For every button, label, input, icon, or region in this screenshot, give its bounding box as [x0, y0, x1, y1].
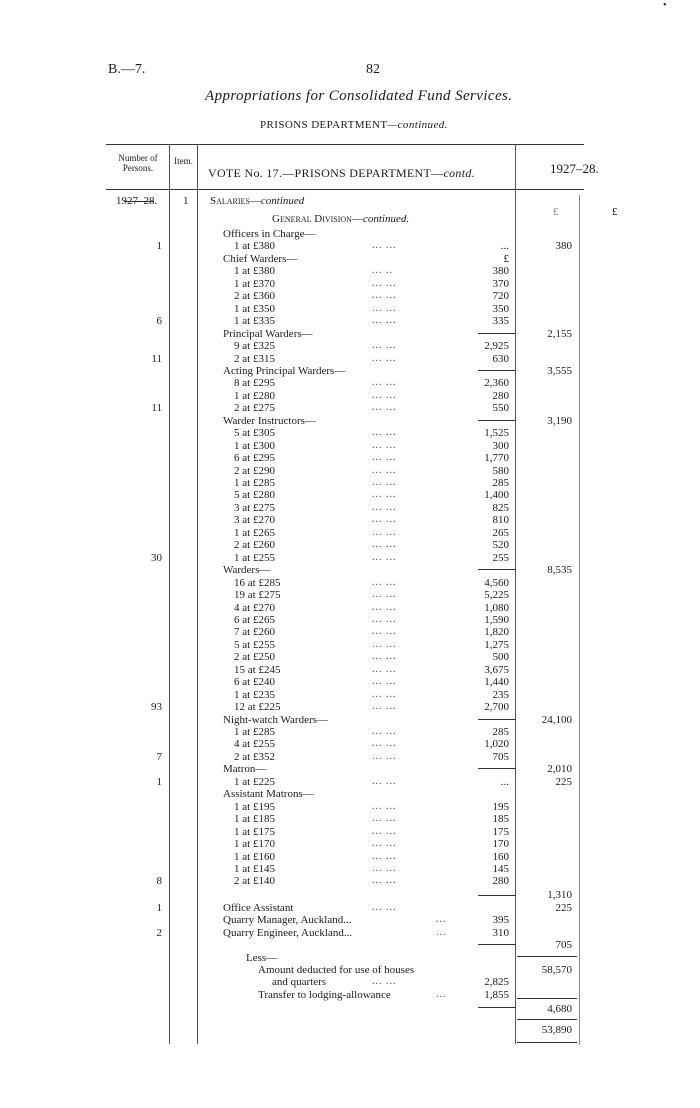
row-dots: ... ... — [372, 502, 397, 513]
stray-mark: • — [663, 0, 667, 11]
row-amount: 285 — [492, 477, 509, 489]
total-quarry: 705 — [555, 939, 572, 951]
row-amount: £ — [503, 253, 509, 265]
row-dots: ... ... — [372, 290, 397, 301]
row-dots: ... ... — [372, 539, 397, 550]
row-amount: 175 — [492, 826, 509, 838]
row-amount: 500 — [492, 651, 509, 663]
department-name: PRISONS DEPARTMENT — [260, 119, 388, 131]
row-label: 5 at £305 — [234, 427, 275, 439]
row-dots: ... ... — [372, 676, 397, 687]
row-total: 2,010 — [547, 763, 572, 775]
quarry-manager-dots: ... — [436, 914, 447, 925]
less-top-rule — [517, 998, 577, 999]
row-label: 1 at £370 — [234, 278, 275, 290]
row-amount: 300 — [492, 440, 509, 452]
row-label: 1 at £160 — [234, 851, 275, 863]
department-suffix: —continued. — [387, 119, 448, 131]
row-label: Principal Warders— — [223, 328, 313, 340]
row-label: Chief Warders— — [223, 253, 298, 265]
row-label: 12 at £225 — [234, 701, 281, 713]
row-amount: 350 — [492, 303, 509, 315]
row-dots: ... ... — [372, 390, 397, 401]
row-label: 15 at £245 — [234, 664, 281, 676]
deduction-houses-label-2: and quarters — [272, 976, 327, 988]
row-amount: 705 — [492, 751, 509, 763]
row-dots: ... ... — [372, 738, 397, 749]
row-amount: 810 — [492, 514, 509, 526]
row-label: 6 at £240 — [234, 676, 275, 688]
row-dots: ... ... — [372, 838, 397, 849]
row-dots: ... ... — [372, 353, 397, 364]
row-amount: 580 — [492, 465, 509, 477]
row-amount: 5,225 — [484, 589, 509, 601]
row-dots: ... ... — [372, 626, 397, 637]
row-amount: 380 — [492, 265, 509, 277]
row-label: 1 at £235 — [234, 689, 275, 701]
row-label: 2 at £315 — [234, 353, 275, 365]
page-title: Appropriations for Consolidated Fund Services. — [205, 88, 513, 104]
row-total: 8,535 — [547, 564, 572, 576]
row-persons: 30 — [151, 552, 162, 564]
row-dots: ... ... — [372, 377, 397, 388]
gross-total: 58,570 — [541, 964, 572, 976]
row-dots: ... ... — [372, 664, 397, 675]
row-label: 1 at £185 — [234, 813, 275, 825]
row-label: Officers in Charge— — [223, 228, 316, 240]
row-amount: 825 — [492, 502, 509, 514]
row-label: Warders— — [223, 564, 271, 576]
year-row-label: 1927–28. — [116, 195, 158, 207]
row-dots: ... ... — [372, 440, 397, 451]
row-label: 1 at £280 — [234, 390, 275, 402]
row-amount: 1,275 — [484, 639, 509, 651]
row-dots: ... ... — [372, 813, 397, 824]
less-label: Less— — [246, 952, 278, 964]
row-dots: ... ... — [372, 514, 397, 525]
office-assistant-dots: ... ... — [372, 902, 397, 913]
row-amount: 235 — [492, 689, 509, 701]
row-dots: ... ... — [372, 614, 397, 625]
row-label: 1 at £350 — [234, 303, 275, 315]
less-total: 4,680 — [547, 1003, 572, 1015]
row-amount: 1,820 — [484, 626, 509, 638]
row-dots: ... ... — [372, 552, 397, 563]
row-amount: 3,675 — [484, 664, 509, 676]
row-label: 1 at £255 — [234, 552, 275, 564]
net-bottom-rule — [517, 1042, 577, 1043]
row-amount: 160 — [492, 851, 509, 863]
row-persons: 6 — [156, 315, 162, 327]
row-label: 6 at £295 — [234, 452, 275, 464]
salaries-suffix: continued — [260, 195, 305, 207]
vote-title — [208, 166, 475, 181]
row-label: 19 at £275 — [234, 589, 281, 601]
row-label: 2 at £352 — [234, 751, 275, 763]
row-persons: 11 — [151, 353, 162, 365]
row-label: 1 at £175 — [234, 826, 275, 838]
deduction-rule — [478, 1007, 515, 1008]
item-number: 1 — [183, 195, 189, 207]
division-heading — [272, 213, 409, 225]
persons-quarry: 2 — [156, 927, 162, 939]
row-label: 1 at £300 — [234, 440, 275, 452]
row-dots: ... ... — [372, 527, 397, 538]
subtotal-rule-matrons — [478, 895, 515, 896]
row-label: 1 at £170 — [234, 838, 275, 850]
row-label: 9 at £325 — [234, 340, 275, 352]
vote-title-text: VOTE No. 17.—PRISONS DEPARTMENT— — [208, 166, 444, 180]
row-total: 380 — [555, 240, 572, 252]
row-amount: 195 — [492, 801, 509, 813]
row-amount: 1,590 — [484, 614, 509, 626]
row-total: 3,555 — [547, 365, 572, 377]
row-amount: 2,925 — [484, 340, 509, 352]
subtotal-rule-quarry — [478, 944, 515, 945]
row-amount: 1,400 — [484, 489, 509, 501]
subtotal-rule — [478, 333, 515, 334]
amount-quarry-engineer: 310 — [492, 927, 509, 939]
row-label: 2 at £275 — [234, 402, 275, 414]
row-amount: 1,525 — [484, 427, 509, 439]
quarry-manager-label: Quarry Manager, Auckland... — [223, 914, 352, 926]
row-label: 6 at £265 — [234, 614, 275, 626]
row-dots: ... ... — [372, 801, 397, 812]
salaries-label: Salaries— — [210, 195, 261, 207]
row-persons: 11 — [151, 402, 162, 414]
row-label: 4 at £270 — [234, 602, 275, 614]
net-top-rule — [517, 1019, 577, 1020]
header-bottom-rule — [106, 189, 584, 190]
deduction-lodging-dots: ... — [436, 989, 447, 1000]
row-label: 2 at £250 — [234, 651, 275, 663]
total-office-assistant: 225 — [555, 902, 572, 914]
col-header-item: Item. — [174, 156, 193, 166]
row-total: 2,155 — [547, 328, 572, 340]
row-label: 1 at £225 — [234, 776, 275, 788]
col-rule-2 — [197, 144, 198, 1044]
row-persons: 8 — [156, 875, 162, 887]
document-reference: B.—7. — [108, 62, 146, 77]
row-dots: ... ... — [372, 465, 397, 476]
vote-title-suffix: contd. — [443, 166, 475, 180]
row-label: 1 at £380 — [234, 240, 275, 252]
row-amount: 720 — [492, 290, 509, 302]
row-label: Acting Principal Warders— — [223, 365, 346, 377]
row-label: 2 at £290 — [234, 465, 275, 477]
row-label: 1 at £265 — [234, 527, 275, 539]
row-label: Warder Instructors— — [223, 415, 316, 427]
row-dots: ... ... — [372, 315, 397, 326]
subtotal-rule — [478, 768, 515, 769]
row-amount: ... — [500, 240, 509, 252]
row-label: 1 at £195 — [234, 801, 275, 813]
row-amount: 630 — [492, 353, 509, 365]
division-label: General Division— — [272, 213, 363, 225]
row-label: 7 at £260 — [234, 626, 275, 638]
row-dots: ... ... — [372, 875, 397, 886]
pound-sign-2: £ — [612, 206, 618, 218]
row-dots: ... ... — [372, 751, 397, 762]
row-amount: 145 — [492, 863, 509, 875]
net-total: 53,890 — [541, 1024, 572, 1036]
row-persons: 7 — [156, 751, 162, 763]
deduction-lodging-label: Transfer to lodging-allowance — [258, 989, 391, 1001]
row-amount: 170 — [492, 838, 509, 850]
row-dots: ... ... — [372, 402, 397, 413]
year-header: 1927–28. — [550, 161, 599, 176]
row-dots: ... ... — [372, 489, 397, 500]
row-dots: ... ... — [372, 639, 397, 650]
total-matrons: 1,310 — [547, 889, 572, 901]
row-dots: ... ... — [372, 427, 397, 438]
row-dots: ... .. — [372, 265, 393, 276]
deduction-houses-dots: ... ... — [372, 976, 397, 987]
persons-office-assistant: 1 — [156, 902, 162, 914]
page-number: 82 — [366, 62, 380, 77]
division-suffix: continued. — [362, 213, 410, 225]
row-amount: 335 — [492, 315, 509, 327]
row-dots: ... ... — [372, 826, 397, 837]
row-amount: 185 — [492, 813, 509, 825]
subtotal-rule — [478, 420, 515, 421]
subtotal-rule — [478, 719, 515, 720]
row-label: 4 at £255 — [234, 738, 275, 750]
department-heading — [260, 119, 448, 131]
row-amount: 1,080 — [484, 602, 509, 614]
office-assistant-label: Office Assistant — [223, 902, 294, 914]
row-dots: ... ... — [372, 577, 397, 588]
row-amount: 255 — [492, 552, 509, 564]
col-rule-3 — [515, 144, 516, 1044]
row-dots: ... ... — [372, 477, 397, 488]
amount-deduction-houses: 2,825 — [484, 976, 509, 988]
row-label: 3 at £275 — [234, 502, 275, 514]
row-label: 1 at £335 — [234, 315, 275, 327]
row-label: Assistant Matrons— — [223, 788, 314, 800]
row-total: 24,100 — [541, 714, 572, 726]
subtotal-rule — [478, 569, 515, 570]
row-dots: ... ... — [372, 776, 397, 787]
row-amount: 280 — [492, 875, 509, 887]
row-dots: ... ... — [372, 851, 397, 862]
row-label: 5 at £255 — [234, 639, 275, 651]
deduction-houses-label: Amount deducted for use of houses — [258, 964, 415, 976]
col-rule-1 — [169, 144, 170, 1044]
row-amount: 550 — [492, 402, 509, 414]
row-dots: ... ... — [372, 701, 397, 712]
amount-deduction-lodging: 1,855 — [484, 989, 509, 1001]
row-total: 3,190 — [547, 415, 572, 427]
row-dots: ... ... — [372, 726, 397, 737]
row-amount: 1,440 — [484, 676, 509, 688]
row-label: 1 at £285 — [234, 477, 275, 489]
row-label: 1 at £380 — [234, 265, 275, 277]
row-label: 1 at £145 — [234, 863, 275, 875]
row-persons: 1 — [156, 240, 162, 252]
row-dots: ... ... — [372, 240, 397, 251]
row-persons: 93 — [151, 701, 162, 713]
row-label: 3 at £270 — [234, 514, 275, 526]
row-label: 2 at £360 — [234, 290, 275, 302]
row-amount: 1,020 — [484, 738, 509, 750]
row-dots: ... ... — [372, 689, 397, 700]
pound-sign-1: £ — [553, 206, 559, 218]
row-label: 2 at £140 — [234, 875, 275, 887]
row-amount: 520 — [492, 539, 509, 551]
row-label: Matron— — [223, 763, 267, 775]
row-amount: 285 — [492, 726, 509, 738]
row-dots: ... ... — [372, 340, 397, 351]
row-amount: 370 — [492, 278, 509, 290]
row-amount: 265 — [492, 527, 509, 539]
row-label: Night-watch Warders— — [223, 714, 328, 726]
quarry-engineer-dots: ... — [436, 927, 447, 938]
row-persons: 1 — [156, 776, 162, 788]
row-label: 2 at £260 — [234, 539, 275, 551]
row-dots: ... ... — [372, 602, 397, 613]
table-top-rule — [106, 144, 584, 145]
amount-quarry-manager: 395 — [492, 914, 509, 926]
quarry-engineer-label: Quarry Engineer, Auckland... — [223, 927, 353, 939]
row-label: 16 at £285 — [234, 577, 281, 589]
row-label: 5 at £280 — [234, 489, 275, 501]
row-dots: ... ... — [372, 303, 397, 314]
row-dots: ... ... — [372, 452, 397, 463]
row-amount: 4,560 — [484, 577, 509, 589]
col-header-persons: Number of Persons. — [118, 153, 158, 173]
salaries-heading — [210, 195, 304, 207]
row-dots: ... ... — [372, 863, 397, 874]
gross-rule — [517, 956, 577, 957]
row-dots: ... ... — [372, 651, 397, 662]
row-amount: 280 — [492, 390, 509, 402]
row-amount: 2,360 — [484, 377, 509, 389]
row-dots: ... ... — [372, 589, 397, 600]
row-amount: 1,770 — [484, 452, 509, 464]
subtotal-rule — [478, 370, 515, 371]
col-rule-4 — [579, 195, 580, 1045]
row-label: 1 at £285 — [234, 726, 275, 738]
row-amount: ... — [500, 776, 509, 788]
row-amount: 2,700 — [484, 701, 509, 713]
row-dots: ... ... — [372, 278, 397, 289]
row-label: 8 at £295 — [234, 377, 275, 389]
row-total: 225 — [555, 776, 572, 788]
